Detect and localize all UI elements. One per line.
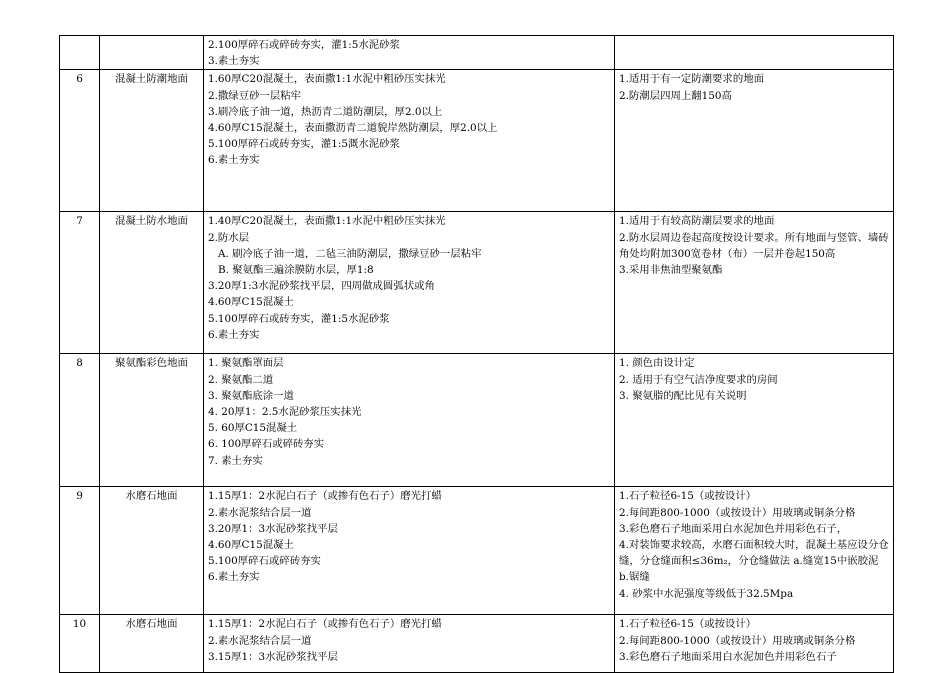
note-line: 2.每间距800-1000（或按设计）用玻璃或铜条分格	[619, 634, 856, 647]
table-row	[60, 615, 894, 673]
layer-line: 1.60厚C20混凝土，表面撒1:1水泥中粗砂压实抹光	[208, 73, 446, 86]
construction-layers-cell	[204, 70, 615, 212]
floor-name-cell: 水磨石地面	[100, 615, 204, 673]
construction-layers-cell	[204, 36, 615, 70]
floor-name-cell	[100, 36, 204, 70]
note-line: 3.彩色磨石子地面采用白水泥加色并用彩色石子	[619, 650, 837, 663]
construction-layers-cell	[204, 354, 615, 487]
layer-line: 3.20厚1:3水泥砂浆找平层，四周做成圆弧状或角	[208, 280, 435, 293]
construction-layers-cell	[204, 212, 615, 354]
notes-cell	[615, 70, 894, 212]
table-row	[60, 36, 894, 70]
note-line: 1.石子粒径6-15（或按设计）	[619, 490, 757, 503]
layer-line: 5.100厚碎石或碎砖夯实	[208, 555, 321, 568]
layer-line: 7. 素土夯实	[208, 454, 263, 467]
table-row	[60, 354, 894, 487]
layer-line: 3.15厚1：3水泥砂浆找平层	[208, 650, 338, 663]
row-number-cell: 9	[60, 487, 100, 615]
note-line: 2.防水层周边卷起高度按设计要求。所有地面与竖管、墙砖角处均附加300宽卷材（布）一层并卷起150高	[619, 231, 889, 260]
note-line: 3.彩色磨石子地面采用白水泥加色并用彩色石子，	[619, 522, 848, 535]
note-line: 4. 砂浆中水泥强度等级低于32.5Mpa	[619, 587, 794, 600]
layer-line: 6.素土夯实	[208, 154, 260, 167]
floor-name-cell: 水磨石地面	[100, 487, 204, 615]
layer-line: 4.60厚C15混凝土，表面撒沥青二道貌岸然防潮层，厚2.0以上	[208, 122, 498, 135]
layer-line: 1.15厚1：2水泥白石子（或掺有色石子）磨光打蜡	[208, 490, 442, 503]
layer-line: 1.15厚1：2水泥白石子（或掺有色石子）磨光打蜡	[208, 618, 442, 631]
layer-line: 3.20厚1：3水泥砂浆找平层	[208, 522, 338, 535]
layer-line: 6.素土夯实	[208, 328, 260, 341]
layer-line: 6. 100厚碎石或碎砖夯实	[208, 438, 325, 451]
layer-line: 3.刷冷底子油一道，热沥青二道防潮层，厚2.0以上	[208, 105, 443, 118]
layer-line: 5. 60厚C15混凝土	[208, 422, 298, 435]
layer-line: 4. 20厚1：2.5水泥砂浆压实抹光	[208, 406, 362, 419]
layer-line: 4.60厚C15混凝土	[208, 539, 294, 552]
layer-line: B. 聚氨酯三遍涂膜防水层，厚1:8	[218, 264, 374, 277]
note-line: 2.防潮层四周上翻150高	[619, 89, 732, 102]
layer-line: 1.40厚C20混凝土，表面撒1:1水泥中粗砂压实抹光	[208, 215, 446, 228]
row-number-cell: 10	[60, 615, 100, 673]
row-number-cell	[60, 36, 100, 70]
note-line: 3. 聚氨脂的配比见有关说明	[619, 389, 747, 402]
floor-name-cell: 混凝土防水地面	[100, 212, 204, 354]
table-row	[60, 212, 894, 354]
note-line: 1.石子粒径6-15（或按设计）	[619, 618, 757, 631]
note-line: 2. 适用于有空气洁净度要求的房间	[619, 373, 778, 386]
layer-line: 5.100厚碎石或砖夯实，灌1:5水泥砂浆	[208, 312, 390, 325]
note-line: 1. 颜色由设计定	[619, 357, 695, 370]
layer-line: A. 刷冷底子油一道，二毡三油防潮层，撒绿豆砂一层粘牢	[218, 247, 482, 260]
notes-cell	[615, 615, 894, 673]
notes-cell	[615, 212, 894, 354]
floor-name-cell: 混凝土防潮地面	[100, 70, 204, 212]
table-row	[60, 487, 894, 615]
layer-line: 2.100厚碎石或碎砖夯实，灌1:5水泥砂浆	[208, 39, 400, 51]
note-line: 2.每间距800-1000（或按设计）用玻璃或铜条分格	[619, 506, 856, 519]
construction-layers-cell	[204, 487, 615, 615]
floor-name-cell: 聚氨酯彩色地面	[100, 354, 204, 487]
note-line: 3.采用非焦油型聚氨酯	[619, 264, 723, 277]
note-line: 1.适用于有一定防潮要求的地面	[619, 73, 764, 86]
layer-line: 3. 聚氨酯底涂一道	[208, 389, 294, 402]
floor-spec-table	[59, 35, 894, 673]
row-number-cell: 6	[60, 70, 100, 212]
layer-line: 2. 聚氨酯二道	[208, 373, 274, 386]
layer-line: 6.素土夯实	[208, 571, 260, 584]
layer-line: 3.素土夯实	[208, 55, 260, 68]
table-body	[60, 36, 894, 673]
layer-line: 1. 聚氨酯罩面层	[208, 357, 284, 370]
notes-cell	[615, 36, 894, 70]
layer-line: 2.素水泥浆结合层一道	[208, 506, 312, 519]
layer-line: 2.防水层	[208, 231, 250, 244]
note-line: 1.适用于有较高防潮层要求的地面	[619, 215, 775, 228]
layer-line: 5.100厚碎石或砖夯实，灌1:5溉水泥砂浆	[208, 138, 400, 151]
table-row	[60, 70, 894, 212]
layer-line: 4.60厚C15混凝土	[208, 296, 294, 309]
layer-line: 2.撒绿豆砂一层粘牢	[208, 89, 302, 102]
notes-cell	[615, 487, 894, 615]
row-number-cell: 7	[60, 212, 100, 354]
note-line: 4.对装饰要求较高，水磨石面积较大时，混凝土基应设分仓缝，分仓缝面积≤36m₂，分仓缝做法 a.缝宽15中嵌胶泥 b.锯缝	[619, 539, 889, 584]
notes-cell	[615, 354, 894, 487]
layer-line: 2.素水泥浆结合层一道	[208, 634, 312, 647]
row-number-cell: 8	[60, 354, 100, 487]
construction-layers-cell	[204, 615, 615, 673]
